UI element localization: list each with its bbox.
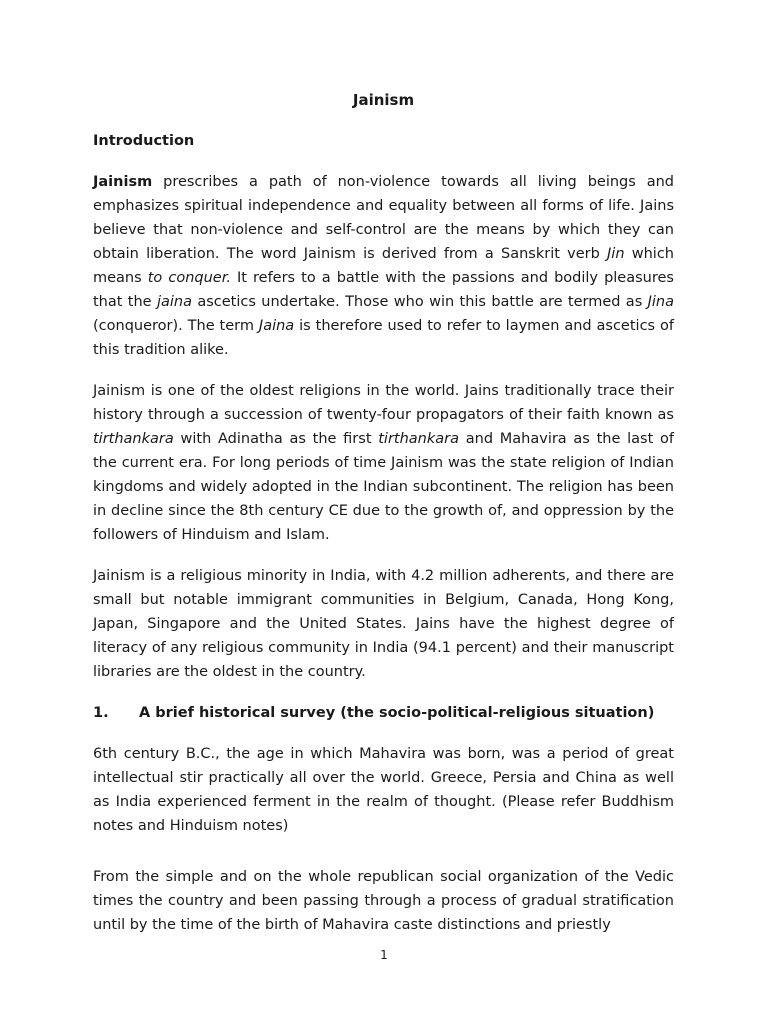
paragraph-text: prescribes a path of non-violence towards all living beings and emphasizes spiritual independence and equality between all forms of life. Jains believe that non-violence and self-control are the means by which they can obtain liberation. The word Jainism is derived from a Sanskrit verb: [93, 174, 674, 262]
paragraph-text: It refers to a battle with the passions and bodily pleasures that the: [93, 270, 674, 310]
italic-term-jin: Jin: [607, 246, 625, 262]
section-title: A brief historical survey (the socio-political-religious situation): [139, 705, 655, 721]
italic-term-to-conquer: to conquer.: [147, 270, 231, 286]
section-number: 1.: [93, 705, 109, 721]
paragraph-text: (conqueror). The term: [93, 318, 259, 334]
paragraph-text: ascetics undertake. Those who win this battle are termed as: [191, 294, 648, 310]
paragraph-6th-century: 6th century B.C., the age in which Mahavira was born, was a period of great intellectual stir practically all over the world. Greece, Persia and China as well as India experienced ferment in the realm of thought. (Please refer Buddhism notes and Hinduism notes): [93, 746, 674, 834]
paragraph-history: [93, 379, 674, 547]
introduction-heading: Introduction: [93, 133, 195, 149]
paragraph-demographics: Jainism is a religious minority in India, with 4.2 million adherents, and there are small but notable immigrant communities in Belgium, Canada, Hong Kong, Japan, Singapore and the United States. Jains have the highest degree of literacy of any religious community in India (94.1 percent) and their manuscript libraries are the oldest in the country.: [93, 568, 674, 680]
italic-term-jina: Jina: [647, 294, 674, 310]
italic-term-jaina: jaina: [156, 294, 192, 310]
paragraph-text: Jainism is one of the oldest religions in the world. Jains traditionally trace their history through a succession of twenty-four propagators of their faith known as: [93, 383, 674, 423]
page-content: [93, 88, 674, 954]
paragraph-vedic-times: From the simple and on the whole republican social organization of the Vedic times the country and been passing through a process of gradual stratification until by the time of the birth of Mahavira caste distinctions and priestly: [93, 869, 674, 933]
paragraph-introduction: [93, 170, 674, 362]
paragraph-text: is therefore used to refer to laymen and ascetics of this tradition alike.: [93, 318, 674, 358]
section-heading-1: [93, 701, 674, 725]
page-number: 1: [380, 948, 388, 962]
italic-term-tirthankara-2: tirthankara: [378, 431, 460, 447]
italic-term-jaina-2: Jaina: [258, 318, 295, 334]
paragraph-text: with Adinatha as the first: [173, 431, 379, 447]
italic-term-tirthankara: tirthankara: [93, 431, 174, 447]
paragraph-text: and Mahavira as the last of the current era. For long periods of time Jainism was the state religion of Indian kingdoms and widely adopted in the Indian subcontinent. The religion has been in decline since the 8th century CE due to the growth of, and oppression by the followers of Hinduism and Islam.: [93, 431, 674, 543]
document-title: Jainism: [352, 91, 415, 109]
paragraph-text: which means: [93, 246, 674, 286]
jainism-bold-term: Jainism: [93, 174, 153, 190]
